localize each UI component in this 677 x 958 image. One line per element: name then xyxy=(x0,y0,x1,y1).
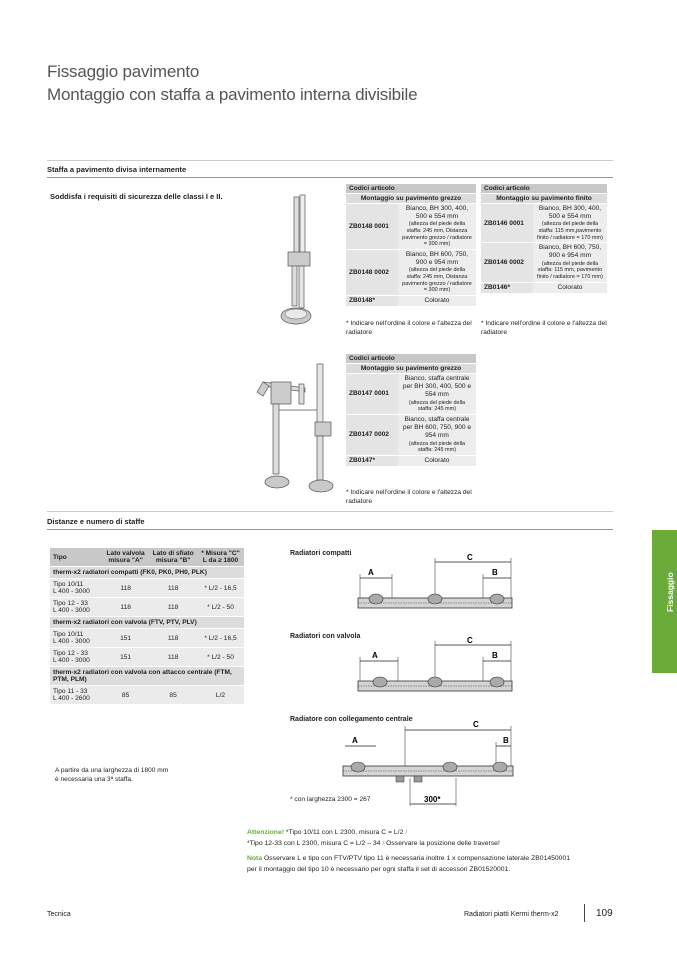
b-cell: 118 xyxy=(149,579,197,598)
diagram-label: Radiatori compatti xyxy=(290,550,352,557)
dim-b-label: B xyxy=(492,568,498,577)
diagram-label: Radiatore con collegamento centrale xyxy=(290,716,413,723)
page-title-line2: Montaggio con staffa a pavimento interna divisibile xyxy=(47,85,418,104)
type-cell: Tipo 10/11 L 400 - 3000 xyxy=(50,579,102,598)
article-desc: Bianco, BH 600, 750, 900 e 954 mm (altezza del piede della staffa: 115 mm, pavimento finito / radiatore = 170 mm) xyxy=(533,243,607,282)
table-note: * Indicare nell'ordine il colore e l'altezza del radiatore xyxy=(481,320,607,336)
dim-b-label: B xyxy=(492,651,498,660)
article-code: ZB0146 0001 xyxy=(481,204,533,243)
table-header: Codici articolo xyxy=(346,354,476,364)
article-codes-table-finished-floor xyxy=(481,184,607,294)
table-subheader: Montaggio su pavimento grezzo xyxy=(346,364,476,374)
table-subheader: Montaggio su pavimento finito xyxy=(481,194,607,204)
c-cell: * L/2 - 50 xyxy=(197,648,244,667)
b-cell: 118 xyxy=(149,648,197,667)
group-header: therm-x2 radiatori con valvola (FTV, PTV, PLV) xyxy=(50,617,244,629)
a-cell: 85 xyxy=(102,686,149,705)
type-cell: Tipo 12 - 33 L 400 - 3000 xyxy=(50,648,102,667)
dim-a-label: A xyxy=(352,736,358,745)
article-code: ZB0146* xyxy=(481,282,533,293)
b-cell: 85 xyxy=(149,686,197,705)
article-desc: Bianco, staffa centrale per BH 600, 750, 900 e 954 mm (altezza del piede della staffa: 245 mm) xyxy=(398,414,476,455)
a-cell: 118 xyxy=(102,579,149,598)
dim-c-label: C xyxy=(473,720,479,729)
article-desc: Bianco, BH 600, 750, 900 e 954 mm (altezza del piede della staffa: 245 mm, Distanza pavimento grezzo / radiatore = 300 mm) xyxy=(398,249,476,295)
col-header: Lato di sfiato misura "B" xyxy=(149,548,197,567)
article-codes-table-central xyxy=(346,354,476,467)
table-header: Codici articolo xyxy=(346,184,476,194)
article-code: ZB0147 0002 xyxy=(346,414,398,455)
distances-note: A partire da una larghezza di 1800 mm è necessaria una 3ª staffa. xyxy=(55,767,169,783)
article-desc: Bianco, BH 300, 400, 500 e 554 mm (altezza del piede della staffa: 115 mm,pavimento finito / radiatore = 170 mm) xyxy=(533,204,607,243)
diagram-label: Radiatori con valvola xyxy=(290,633,361,640)
c-cell: * L/2 - 16,5 xyxy=(197,579,244,598)
table-row xyxy=(50,629,244,648)
article-desc: Colorato xyxy=(533,282,607,293)
article-code: ZB0148* xyxy=(346,295,398,306)
page-number-separator xyxy=(584,904,585,922)
dim-a-label: A xyxy=(368,568,374,577)
divider xyxy=(47,160,613,161)
c-cell: * L/2 - 50 xyxy=(197,598,244,617)
article-desc: Colorato xyxy=(398,455,476,466)
diagram-footnote: * con larghezza 2300 = 267 xyxy=(290,796,371,803)
group-header: therm-x2 radiatori con valvola con attacco centrale (FTM, PTM, PLM) xyxy=(50,667,244,686)
footer-left: Tecnica xyxy=(47,911,71,918)
page-title-line1: Fissaggio pavimento xyxy=(47,62,200,81)
b-cell: 118 xyxy=(149,629,197,648)
type-cell: Tipo 10/11 L 400 - 3000 xyxy=(50,629,102,648)
floor-bracket-illustration xyxy=(272,192,337,332)
article-desc: Bianco, staffa centrale per BH 300, 400, 500 e 554 mm (altezza del piede della staffa: 245 mm) xyxy=(398,374,476,415)
dim-a-label: A xyxy=(372,651,378,660)
dim-b-label: B xyxy=(503,736,509,745)
central-bracket-illustration xyxy=(255,362,340,497)
col-header: * Misura "C" L da ≥ 1800 xyxy=(197,548,244,567)
c-cell: * L/2 - 16,5 xyxy=(197,629,244,648)
b-cell: 118 xyxy=(149,598,197,617)
article-code: ZB0148 0001 xyxy=(346,204,398,250)
col-header: Lato valvola misura "A" xyxy=(102,548,149,567)
table-subheader: Montaggio su pavimento grezzo xyxy=(346,194,476,204)
article-desc: Colorato xyxy=(398,295,476,306)
a-cell: 118 xyxy=(102,598,149,617)
table-header: Codici articolo xyxy=(481,184,607,194)
intro-text: Soddisfa i requisiti di sicurezza delle classi I e II. xyxy=(50,192,223,201)
table-row xyxy=(50,686,244,705)
attention-note: Attenzione! *Tipo 10/11 con L 2300, misura C = L/2 / *Tipo 12-33 con L 2300, misura C = L/2 – 34 / Osservare la posizione delle traverse! Nota Osservare L e tipo con FTV/PTV tipo 11 è necessaria inoltre 1 x compensazione laterale ZB01450001 per il montaggio del tipo 10 è necessario per ogni staffa il set di accessori ZB01520001. xyxy=(247,829,571,873)
group-header: therm-x2 radiatori compatti (FK0, PK0, PH0, PLK) xyxy=(50,567,244,579)
a-cell: 151 xyxy=(102,629,149,648)
radiator-diagram-valve xyxy=(340,635,520,703)
radiator-diagram-compact xyxy=(340,552,520,620)
dim-300-label: 300* xyxy=(424,795,441,804)
table-note: * Indicare nell'ordine il colore e l'altezza del radiatore xyxy=(346,489,472,505)
article-code: ZB0146 0002 xyxy=(481,243,533,282)
table-row xyxy=(50,598,244,617)
footer-right: Radiatori piatti Kermi therm-x2 xyxy=(464,911,559,918)
article-codes-table-raw-floor xyxy=(346,184,476,307)
article-code: ZB0148 0002 xyxy=(346,249,398,295)
dim-c-label: C xyxy=(467,553,473,562)
a-cell: 151 xyxy=(102,648,149,667)
section-side-tab: Fissaggio xyxy=(652,530,677,673)
divider xyxy=(47,511,613,512)
table-note: * Indicare nell'ordine il colore e l'altezza del radiatore xyxy=(346,320,472,336)
dim-c-label: C xyxy=(467,636,473,645)
article-code: ZB0147* xyxy=(346,455,398,466)
c-cell: L/2 xyxy=(197,686,244,705)
article-desc: Bianco, BH 300, 400, 500 e 554 mm (altezza del piede della staffa: 245 mm, Distanza pavimento grezzo / radiatore = 300 mm) xyxy=(398,204,476,250)
article-code: ZB0147 0001 xyxy=(346,374,398,415)
attention-label: Attenzione! xyxy=(247,829,285,836)
nota-label: Nota xyxy=(247,855,263,863)
table-row xyxy=(50,579,244,598)
type-cell: Tipo 12 - 33 L 400 - 3000 xyxy=(50,598,102,617)
section-heading: Distanze e numero di staffe xyxy=(47,517,613,530)
type-cell: Tipo 11 - 33 L 400 - 2600 xyxy=(50,686,102,705)
col-header: Tipo xyxy=(50,548,102,567)
table-row xyxy=(50,648,244,667)
section-heading: Staffa a pavimento divisa internamente xyxy=(47,165,613,178)
distances-table xyxy=(50,548,244,705)
page-number: 109 xyxy=(596,908,613,919)
